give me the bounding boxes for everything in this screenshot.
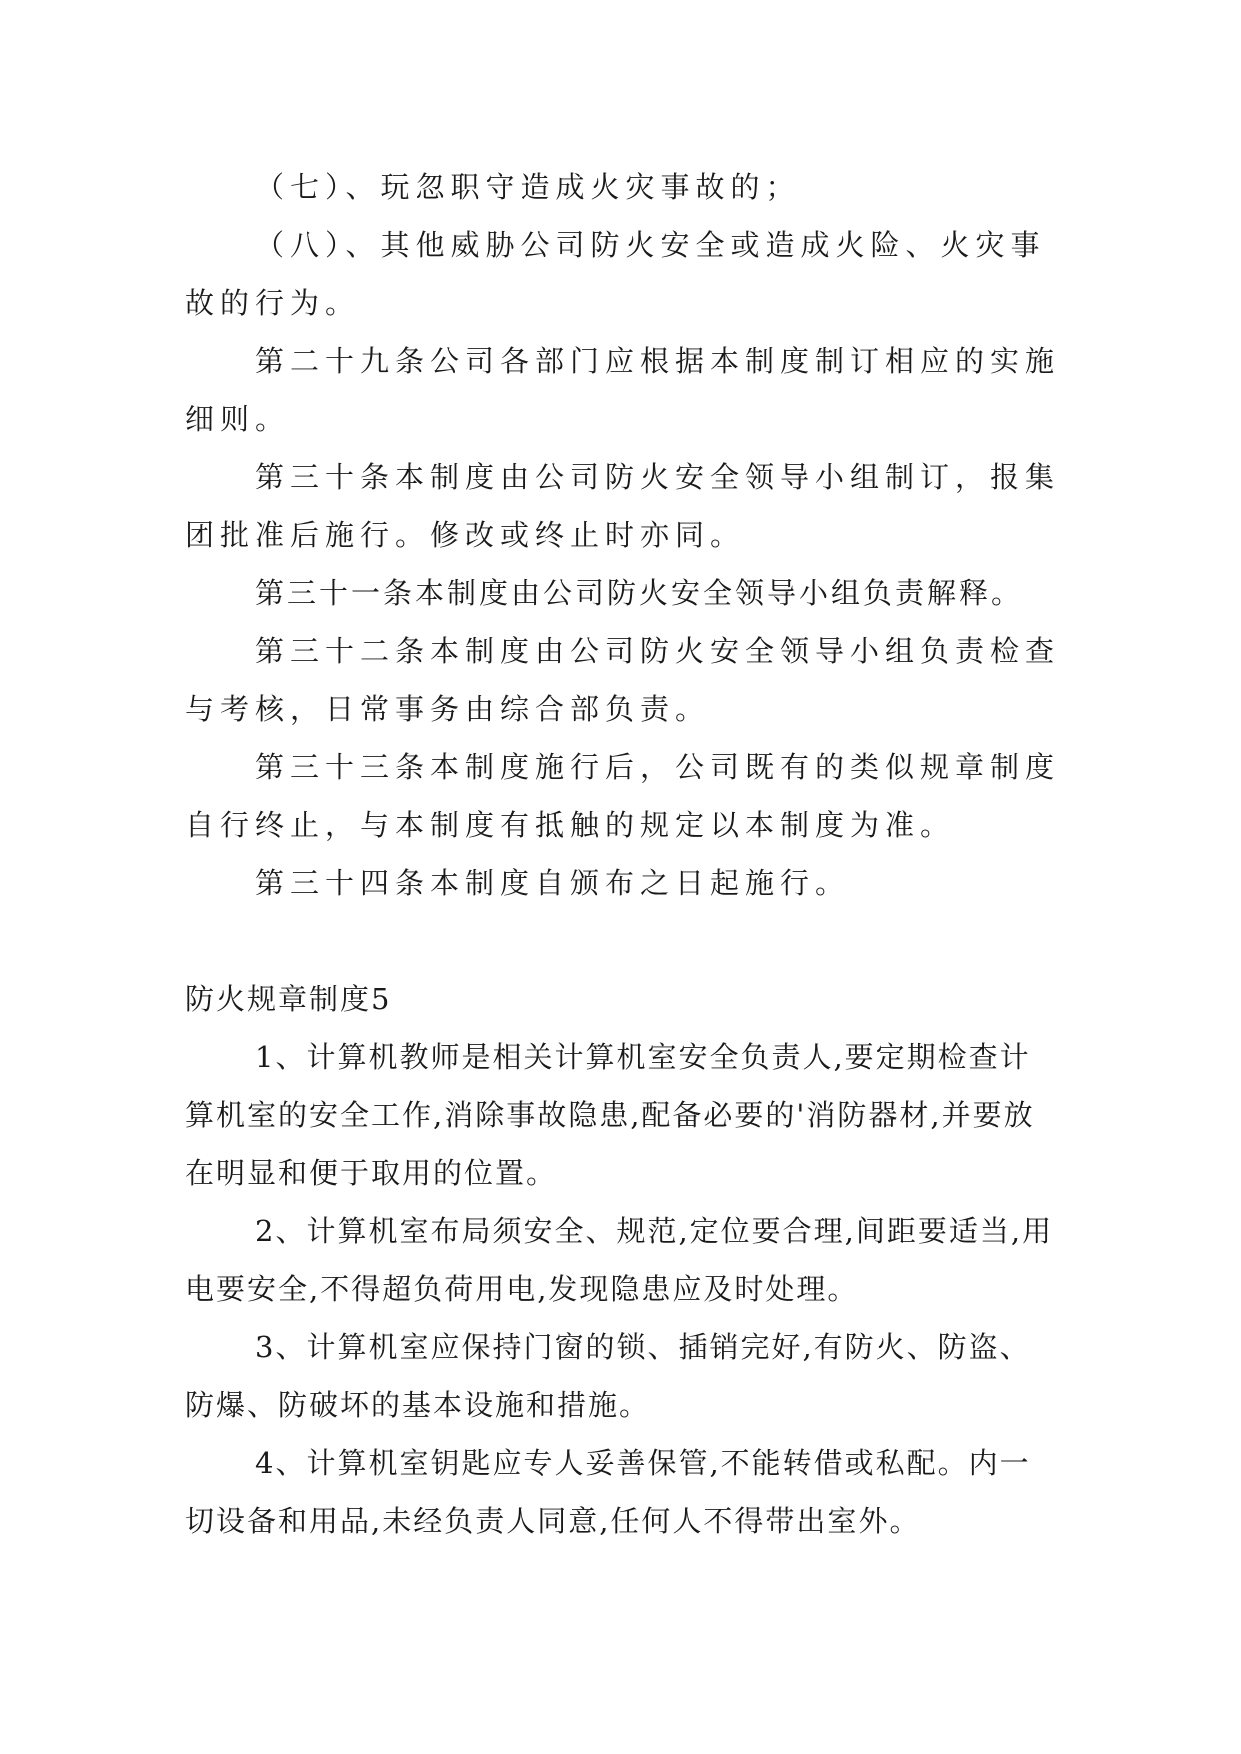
section-title: 防火规章制度5 <box>185 982 392 1016</box>
paragraph-item-7: （七）、玩忽职守造成火灾事故的； <box>255 170 801 204</box>
paragraph-rule-2: 2、计算机室布局须安全、规范,定位要合理,间距要适当,用电要安全,不得超负荷用电,发现隐患应及时处理。 <box>185 1214 1054 1306</box>
paragraph-article-32: 第三十二条本制度由公司防火安全领导小组负责检查与考核，日常事务由综合部负责。 <box>185 634 1061 726</box>
document-body <box>185 158 1060 1550</box>
paragraph-rule-1: 1、计算机教师是相关计算机室安全负责人,要定期检查计算机室的安全工作,消除事故隐患,配备必要的'消防器材,并要放在明显和便于取用的位置。 <box>185 1040 1035 1190</box>
paragraph-rule-3: 3、计算机室应保持门窗的锁、插销完好,有防火、防盗、防爆、防破坏的基本设施和措施。 <box>185 1330 1031 1422</box>
paragraph-article-33: 第三十三条本制度施行后，公司既有的类似规章制度自行终止，与本制度有抵触的规定以本制度为准。 <box>185 750 1061 842</box>
paragraph-article-29: 第二十九条公司各部门应根据本制度制订相应的实施细则。 <box>185 344 1061 436</box>
paragraph-rule-4: 4、计算机室钥匙应专人妥善保管,不能转借或私配。内一切设备和用品,未经负责人同意,任何人不得带出室外。 <box>185 1446 1031 1538</box>
paragraph-article-31: 第三十一条本制度由公司防火安全领导小组负责解释。 <box>255 576 1024 610</box>
paragraph-article-30: 第三十条本制度由公司防火安全领导小组制订，报集团批准后施行。修改或终止时亦同。 <box>185 460 1061 552</box>
paragraph-article-34: 第三十四条本制度自颁布之日起施行。 <box>255 866 851 900</box>
paragraph-item-8: （八）、其他威胁公司防火安全或造成火险、火灾事故的行为。 <box>185 228 1046 320</box>
